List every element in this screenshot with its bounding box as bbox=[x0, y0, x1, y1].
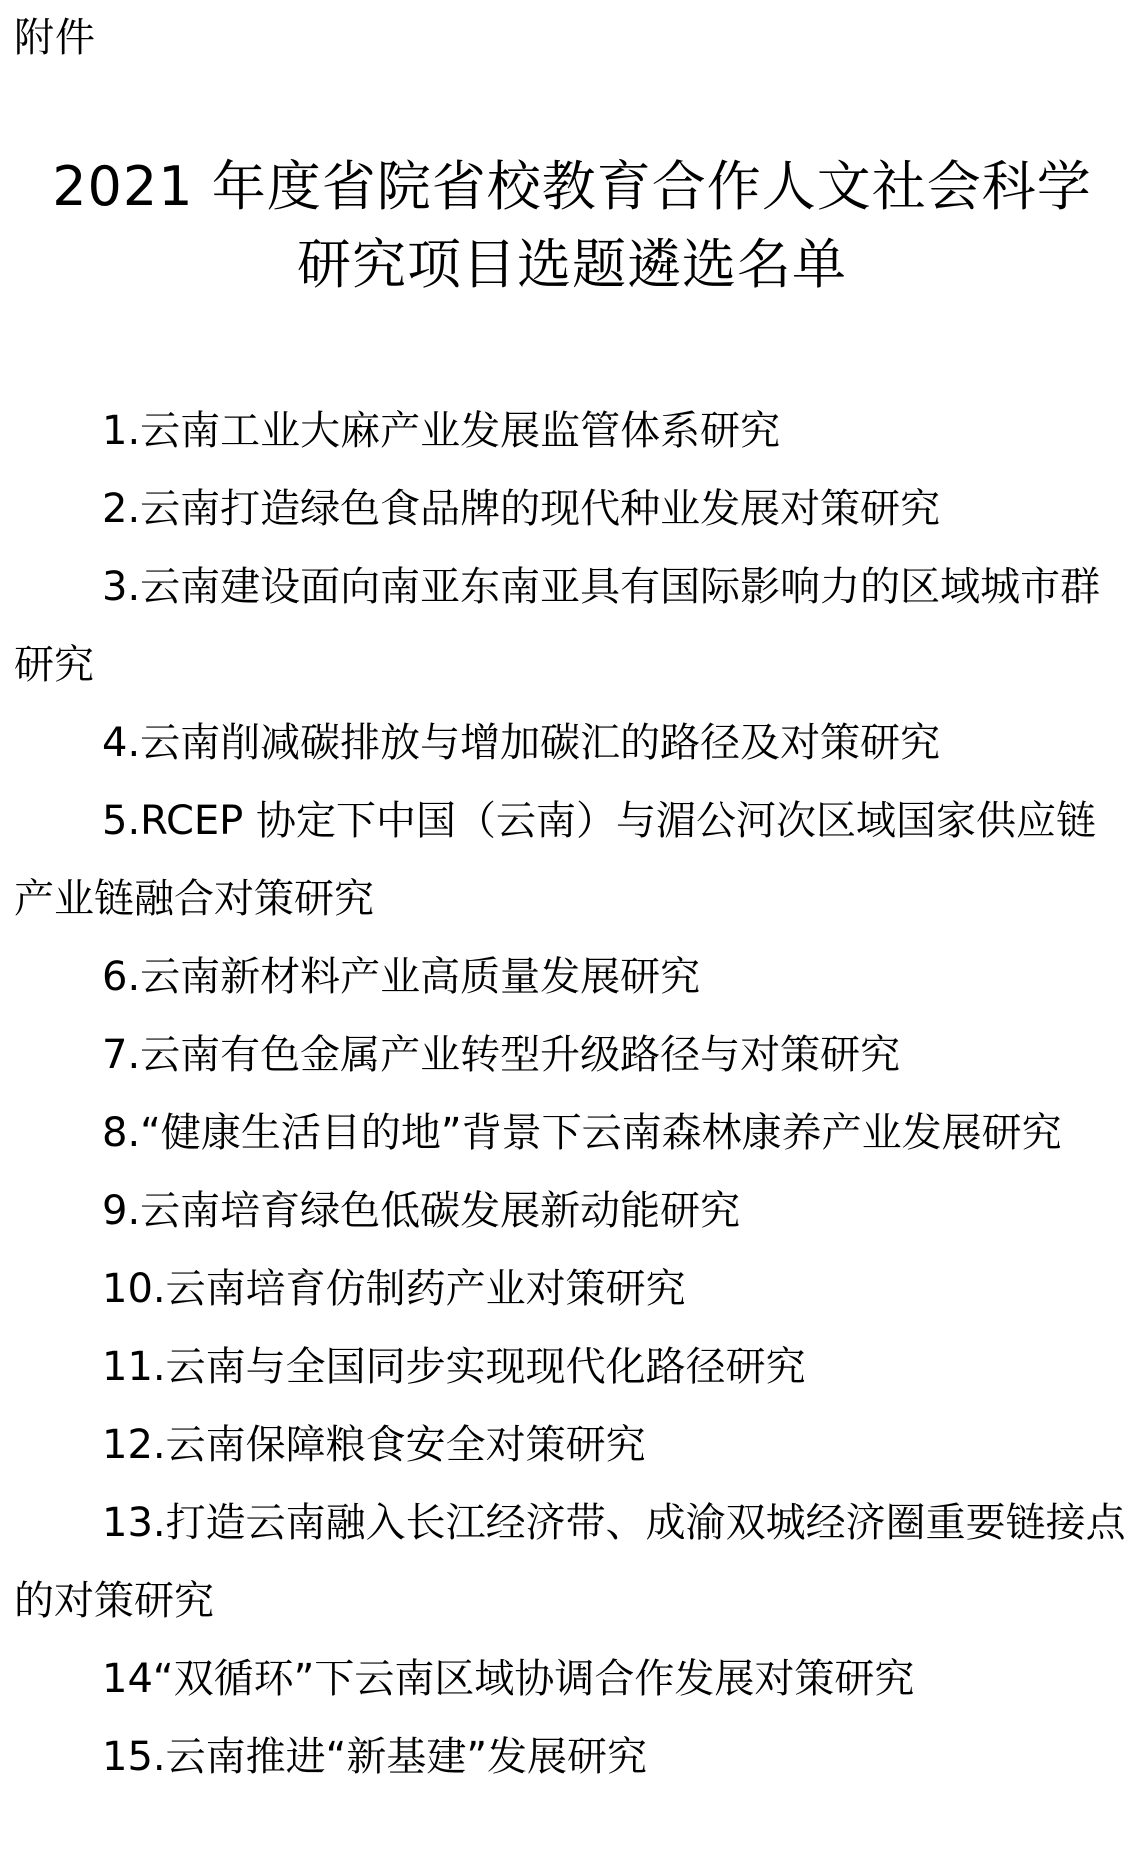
topic-item-1: 1.云南工业大麻产业发展监管体系研究 bbox=[102, 408, 781, 454]
topic-item-15: 15.云南推进“新基建”发展研究 bbox=[102, 1734, 648, 1780]
topic-item-10: 10.云南培育仿制药产业对策研究 bbox=[102, 1266, 686, 1312]
topic-item-11: 11.云南与全国同步实现现代化路径研究 bbox=[102, 1344, 806, 1390]
topic-item-13: 13.打造云南融入长江经济带、成渝双城经济圈重要链接点的对策研究 bbox=[14, 1500, 1126, 1624]
topic-item-14: 14“双循环”下云南区域协调合作发展对策研究 bbox=[102, 1656, 915, 1702]
topic-item-7: 7.云南有色金属产业转型升级路径与对策研究 bbox=[102, 1032, 901, 1078]
topic-item-3: 3.云南建设面向南亚东南亚具有国际影响力的区域城市群研究 bbox=[14, 564, 1101, 688]
document-title-line-2: 研究项目选题遴选名单 bbox=[297, 233, 847, 296]
topic-item-6: 6.云南新材料产业高质量发展研究 bbox=[102, 954, 701, 1000]
topic-item-8: 8.“健康生活目的地”背景下云南森林康养产业发展研究 bbox=[102, 1110, 1062, 1156]
topic-item-4: 4.云南削减碳排放与增加碳汇的路径及对策研究 bbox=[102, 720, 941, 766]
topic-list bbox=[14, 392, 1132, 1796]
topic-item-9: 9.云南培育绿色低碳发展新动能研究 bbox=[102, 1188, 741, 1234]
topic-item-5: 5.RCEP 协定下中国（云南）与湄公河次区域国家供应链产业链融合对策研究 bbox=[14, 798, 1097, 922]
attachment-label: 附件 bbox=[14, 15, 96, 61]
document-title-line-1: 2021 年度省院省校教育合作人文社会科学 bbox=[52, 155, 1092, 218]
topic-item-12: 12.云南保障粮食安全对策研究 bbox=[102, 1422, 646, 1468]
document-title bbox=[0, 148, 1144, 304]
topic-item-2: 2.云南打造绿色食品牌的现代种业发展对策研究 bbox=[102, 486, 941, 532]
